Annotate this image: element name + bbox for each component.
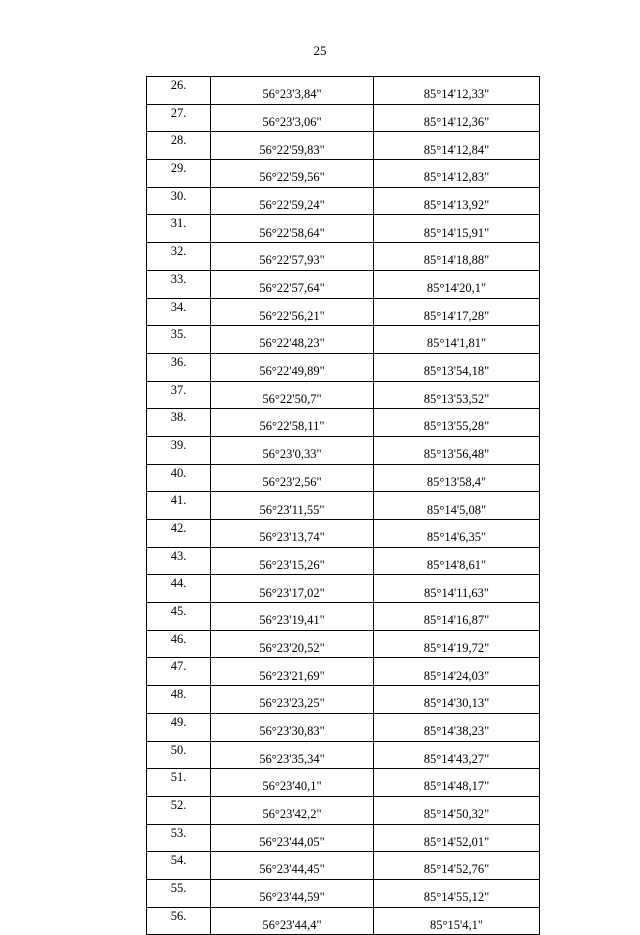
latitude-cell: 56°23'0,33" bbox=[211, 436, 374, 464]
table-row bbox=[147, 796, 540, 824]
point-number: 27. bbox=[147, 104, 211, 132]
point-number: 26. bbox=[147, 77, 211, 105]
latitude-cell: 56°23'44,05" bbox=[211, 824, 374, 852]
table-row bbox=[147, 713, 540, 741]
longitude-cell: 85°15'4,1" bbox=[374, 907, 540, 935]
longitude-cell: 85°14'43,27" bbox=[374, 741, 540, 769]
longitude-cell: 85°14'30,13" bbox=[374, 686, 540, 714]
coordinates-table-body bbox=[147, 77, 540, 935]
point-number: 36. bbox=[147, 353, 211, 381]
table-row bbox=[147, 852, 540, 880]
latitude-cell: 56°23'17,02" bbox=[211, 575, 374, 603]
point-number: 38. bbox=[147, 409, 211, 437]
point-number: 41. bbox=[147, 492, 211, 520]
longitude-cell: 85°14'11,63" bbox=[374, 575, 540, 603]
longitude-cell: 85°14'12,83" bbox=[374, 160, 540, 188]
point-number: 34. bbox=[147, 298, 211, 326]
latitude-cell: 56°23'19,41" bbox=[211, 603, 374, 631]
longitude-cell: 85°14'15,91" bbox=[374, 215, 540, 243]
point-number: 35. bbox=[147, 326, 211, 354]
table-row bbox=[147, 381, 540, 409]
longitude-cell: 85°13'55,28" bbox=[374, 409, 540, 437]
longitude-cell: 85°14'12,84" bbox=[374, 132, 540, 160]
table-row bbox=[147, 547, 540, 575]
table-row bbox=[147, 215, 540, 243]
point-number: 31. bbox=[147, 215, 211, 243]
longitude-cell: 85°14'52,01" bbox=[374, 824, 540, 852]
point-number: 29. bbox=[147, 160, 211, 188]
point-number: 53. bbox=[147, 824, 211, 852]
latitude-cell: 56°23'15,26" bbox=[211, 547, 374, 575]
table-row bbox=[147, 769, 540, 797]
latitude-cell: 56°23'30,83" bbox=[211, 713, 374, 741]
table-row bbox=[147, 630, 540, 658]
longitude-cell: 85°14'8,61" bbox=[374, 547, 540, 575]
point-number: 44. bbox=[147, 575, 211, 603]
longitude-cell: 85°14'55,12" bbox=[374, 879, 540, 907]
longitude-cell: 85°13'56,48" bbox=[374, 436, 540, 464]
latitude-cell: 56°23'23,25" bbox=[211, 686, 374, 714]
longitude-cell: 85°13'58,4" bbox=[374, 464, 540, 492]
table-row bbox=[147, 409, 540, 437]
point-number: 46. bbox=[147, 630, 211, 658]
latitude-cell: 56°23'11,55" bbox=[211, 492, 374, 520]
point-number: 33. bbox=[147, 270, 211, 298]
longitude-cell: 85°14'13,92" bbox=[374, 187, 540, 215]
point-number: 55. bbox=[147, 879, 211, 907]
table-row bbox=[147, 436, 540, 464]
longitude-cell: 85°14'24,03" bbox=[374, 658, 540, 686]
table-row bbox=[147, 907, 540, 935]
point-number: 49. bbox=[147, 713, 211, 741]
table-row bbox=[147, 520, 540, 548]
point-number: 51. bbox=[147, 769, 211, 797]
latitude-cell: 56°22'59,24" bbox=[211, 187, 374, 215]
point-number: 30. bbox=[147, 187, 211, 215]
latitude-cell: 56°22'58,11" bbox=[211, 409, 374, 437]
point-number: 45. bbox=[147, 603, 211, 631]
table-row bbox=[147, 270, 540, 298]
latitude-cell: 56°22'59,56" bbox=[211, 160, 374, 188]
latitude-cell: 56°23'42,2" bbox=[211, 796, 374, 824]
table-row bbox=[147, 104, 540, 132]
table-row bbox=[147, 879, 540, 907]
point-number: 43. bbox=[147, 547, 211, 575]
latitude-cell: 56°23'13,74" bbox=[211, 520, 374, 548]
table-row bbox=[147, 353, 540, 381]
longitude-cell: 85°14'52,76" bbox=[374, 852, 540, 880]
longitude-cell: 85°13'53,52" bbox=[374, 381, 540, 409]
latitude-cell: 56°22'57,93" bbox=[211, 243, 374, 271]
longitude-cell: 85°14'6,35" bbox=[374, 520, 540, 548]
latitude-cell: 56°23'35,34" bbox=[211, 741, 374, 769]
table-row bbox=[147, 160, 540, 188]
point-number: 54. bbox=[147, 852, 211, 880]
latitude-cell: 56°23'2,56" bbox=[211, 464, 374, 492]
latitude-cell: 56°23'21,69" bbox=[211, 658, 374, 686]
latitude-cell: 56°22'50,7" bbox=[211, 381, 374, 409]
table-row bbox=[147, 77, 540, 105]
coordinates-table bbox=[146, 76, 540, 935]
latitude-cell: 56°22'58,64" bbox=[211, 215, 374, 243]
point-number: 50. bbox=[147, 741, 211, 769]
point-number: 37. bbox=[147, 381, 211, 409]
table-row bbox=[147, 298, 540, 326]
longitude-cell: 85°14'5,08" bbox=[374, 492, 540, 520]
point-number: 48. bbox=[147, 686, 211, 714]
latitude-cell: 56°22'59,83" bbox=[211, 132, 374, 160]
point-number: 47. bbox=[147, 658, 211, 686]
longitude-cell: 85°14'17,28" bbox=[374, 298, 540, 326]
longitude-cell: 85°14'38,23" bbox=[374, 713, 540, 741]
latitude-cell: 56°23'3,06" bbox=[211, 104, 374, 132]
point-number: 56. bbox=[147, 907, 211, 935]
table-row bbox=[147, 575, 540, 603]
longitude-cell: 85°14'16,87" bbox=[374, 603, 540, 631]
table-row bbox=[147, 741, 540, 769]
point-number: 39. bbox=[147, 436, 211, 464]
longitude-cell: 85°14'12,36" bbox=[374, 104, 540, 132]
table-row bbox=[147, 686, 540, 714]
latitude-cell: 56°23'40,1" bbox=[211, 769, 374, 797]
latitude-cell: 56°23'44,4" bbox=[211, 907, 374, 935]
table-row bbox=[147, 824, 540, 852]
point-number: 40. bbox=[147, 464, 211, 492]
longitude-cell: 85°14'20,1" bbox=[374, 270, 540, 298]
point-number: 28. bbox=[147, 132, 211, 160]
point-number: 42. bbox=[147, 520, 211, 548]
latitude-cell: 56°23'44,45" bbox=[211, 852, 374, 880]
longitude-cell: 85°13'54,18" bbox=[374, 353, 540, 381]
latitude-cell: 56°22'49,89" bbox=[211, 353, 374, 381]
point-number: 52. bbox=[147, 796, 211, 824]
longitude-cell: 85°14'18,88" bbox=[374, 243, 540, 271]
table-row bbox=[147, 243, 540, 271]
table-row bbox=[147, 603, 540, 631]
table-row bbox=[147, 658, 540, 686]
longitude-cell: 85°14'50,32" bbox=[374, 796, 540, 824]
latitude-cell: 56°22'57,64" bbox=[211, 270, 374, 298]
table-row bbox=[147, 132, 540, 160]
longitude-cell: 85°14'1,81" bbox=[374, 326, 540, 354]
table-row bbox=[147, 326, 540, 354]
latitude-cell: 56°23'44,59" bbox=[211, 879, 374, 907]
longitude-cell: 85°14'12,33" bbox=[374, 77, 540, 105]
table-row bbox=[147, 492, 540, 520]
table-row bbox=[147, 187, 540, 215]
page-number: 25 bbox=[313, 43, 327, 58]
longitude-cell: 85°14'48,17" bbox=[374, 769, 540, 797]
table-row bbox=[147, 464, 540, 492]
latitude-cell: 56°22'48,23" bbox=[211, 326, 374, 354]
point-number: 32. bbox=[147, 243, 211, 271]
latitude-cell: 56°22'56,21" bbox=[211, 298, 374, 326]
latitude-cell: 56°23'20,52" bbox=[211, 630, 374, 658]
longitude-cell: 85°14'19,72" bbox=[374, 630, 540, 658]
latitude-cell: 56°23'3,84" bbox=[211, 77, 374, 105]
